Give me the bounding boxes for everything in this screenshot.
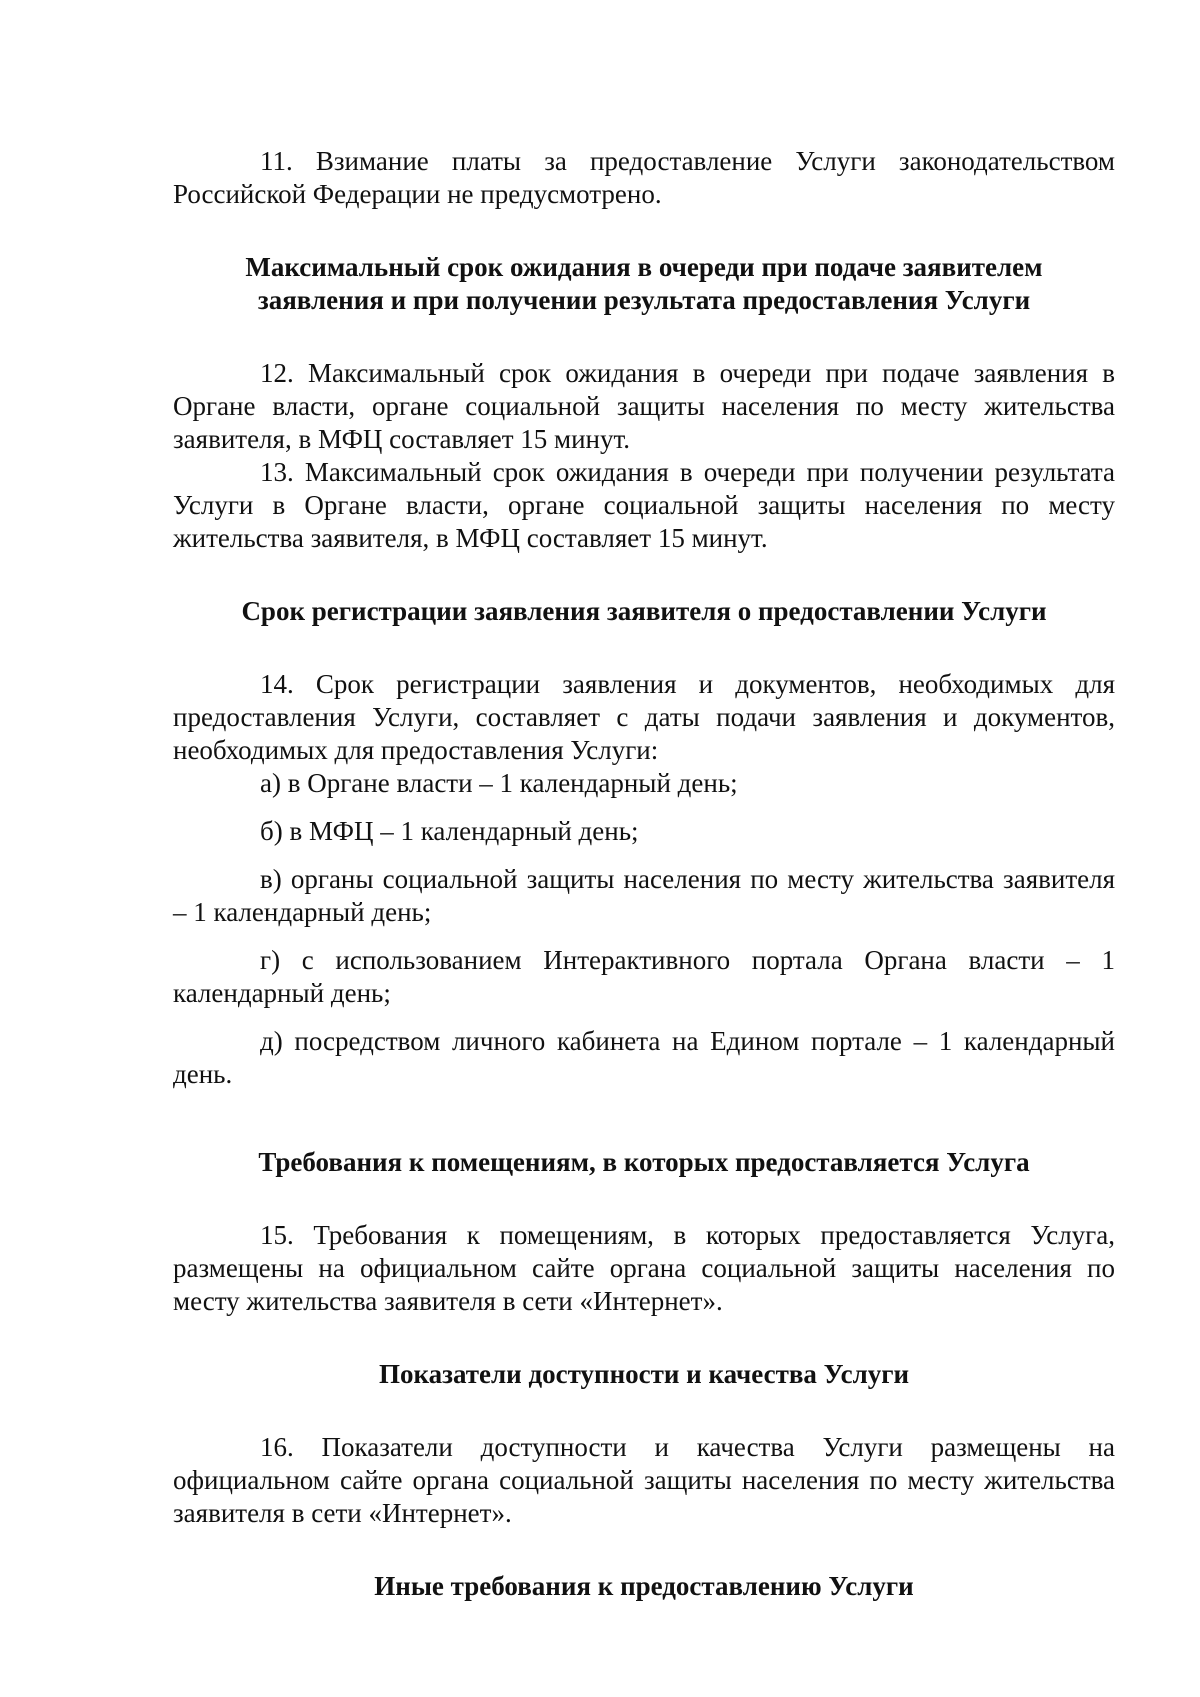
paragraph-11: 11. Взимание платы за предоставление Услуги законодательством Российской Федерации не предусмотрено.: [173, 146, 1115, 209]
paragraph-16: 16. Показатели доступности и качества Услуги размещены на официальном сайте органа социальной защиты населения по месту жительства заявителя в сети «Интернет».: [173, 1432, 1115, 1528]
heading-premises-requirements: Требования к помещениям, в которых предоставляется Услуга: [258, 1147, 1030, 1177]
heading-queue-waiting-time: Максимальный срок ожидания в очереди при подаче заявителем заявления и при получении результата предоставления Услуги: [245, 252, 1043, 315]
paragraph-13: 13. Максимальный срок ожидания в очереди при получении результата Услуги в Органе власти, органе социальной защиты населения по месту жительства заявителя, в МФЦ составляет 15 минут.: [173, 457, 1115, 553]
document-body: [173, 145, 1115, 1603]
paragraph-12: 12. Максимальный срок ожидания в очереди при подаче заявления в Органе власти, органе социальной защиты населения по месту жительства заявителя, в МФЦ составляет 15 минут.: [173, 358, 1115, 454]
paragraph-15: 15. Требования к помещениям, в которых предоставляется Услуга, размещены на официальном сайте органа социальной защиты населения по месту жительства заявителя в сети «Интернет».: [173, 1220, 1115, 1316]
paragraph-14-d: д) посредством личного кабинета на Едином портале – 1 календарный день.: [173, 1026, 1115, 1089]
paragraph-14-b: б) в МФЦ – 1 календарный день;: [260, 816, 639, 846]
heading-quality-indicators: Показатели доступности и качества Услуги: [378, 1359, 910, 1389]
heading-other-requirements: Иные требования к предоставлению Услуги: [374, 1571, 914, 1601]
heading-registration-term: Срок регистрации заявления заявителя о предоставлении Услуги: [241, 596, 1047, 626]
paragraph-14-g: г) с использованием Интерактивного портала Органа власти – 1 календарный день;: [173, 945, 1115, 1008]
paragraph-14-v: в) органы социальной защиты населения по месту жительства заявителя – 1 календарный день;: [173, 864, 1115, 927]
paragraph-14-a: а) в Органе власти – 1 календарный день;: [260, 768, 738, 798]
paragraph-14: 14. Срок регистрации заявления и документов, необходимых для предоставления Услуги, составляет с даты подачи заявления и документов, необходимых для предоставления Услуги:: [173, 669, 1115, 765]
